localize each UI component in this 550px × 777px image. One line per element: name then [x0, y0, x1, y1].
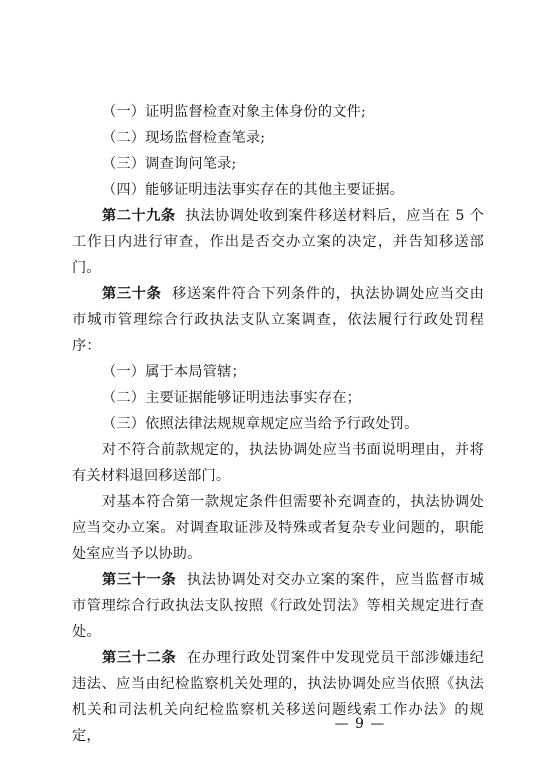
paragraph: 对基本符合第一款规定条件但需要补充调查的，执法协调处应当交办立案。对调查取证涉及特殊或者复杂专业问题的，职能处室应当予以协助。 — [72, 494, 484, 562]
list-item: （一）证明监督检查对象主体身份的文件; — [102, 104, 366, 120]
article-text: 执法协调处收到案件移送材料后，应当在 5 个工作日内进行审查，作出是否交办立案的决定，并告知移送部门。 — [72, 208, 484, 276]
article-32 — [72, 645, 484, 749]
list-item: （三）依照法律法规规章规定应当给予行政处罚。 — [102, 416, 419, 432]
list-item: （二）主要证据能够证明违法事实存在； — [102, 390, 361, 406]
paragraph: 对不符合前款规定的，执法协调处应当书面说明理由，并将有关材料退回移送部门。 — [72, 442, 484, 484]
list-item: （二）现场监督检查笔录; — [102, 130, 266, 146]
article-heading: 第三十二条 — [102, 650, 177, 666]
article-text: 移送案件符合下列条件的，执法协调处应当交由市城市管理综合行政执法支队立案调查，依法履行行政处罚程序： — [72, 286, 484, 354]
article-heading: 第二十九条 — [102, 208, 176, 224]
article-29 — [72, 203, 484, 281]
article-30 — [72, 281, 484, 359]
article-text: 执法协调处对交办立案的案件，应当监督市城市管理综合行政执法支队按照《行政处罚法》等相关规定进行查处。 — [72, 572, 484, 640]
list-item: （三）调查询问笔录; — [102, 156, 237, 172]
article-heading: 第三十条 — [102, 286, 162, 302]
document-body — [72, 99, 484, 749]
article-31 — [72, 567, 484, 645]
article-heading: 第三十一条 — [102, 572, 177, 588]
page-number: — 9 — — [334, 716, 386, 732]
list-item: （一）属于本局管辖； — [102, 364, 246, 380]
list-item: （四）能够证明违法事实存在的其他主要证据。 — [102, 182, 405, 198]
article-text: 在办理行政处罚案件中发现党员干部涉嫌违纪违法、应当由纪检监察机关处理的，执法协调处应当依照《执法机关和司法机关向纪检监察机关移送问题线索工作办法》的规定， — [72, 650, 484, 744]
